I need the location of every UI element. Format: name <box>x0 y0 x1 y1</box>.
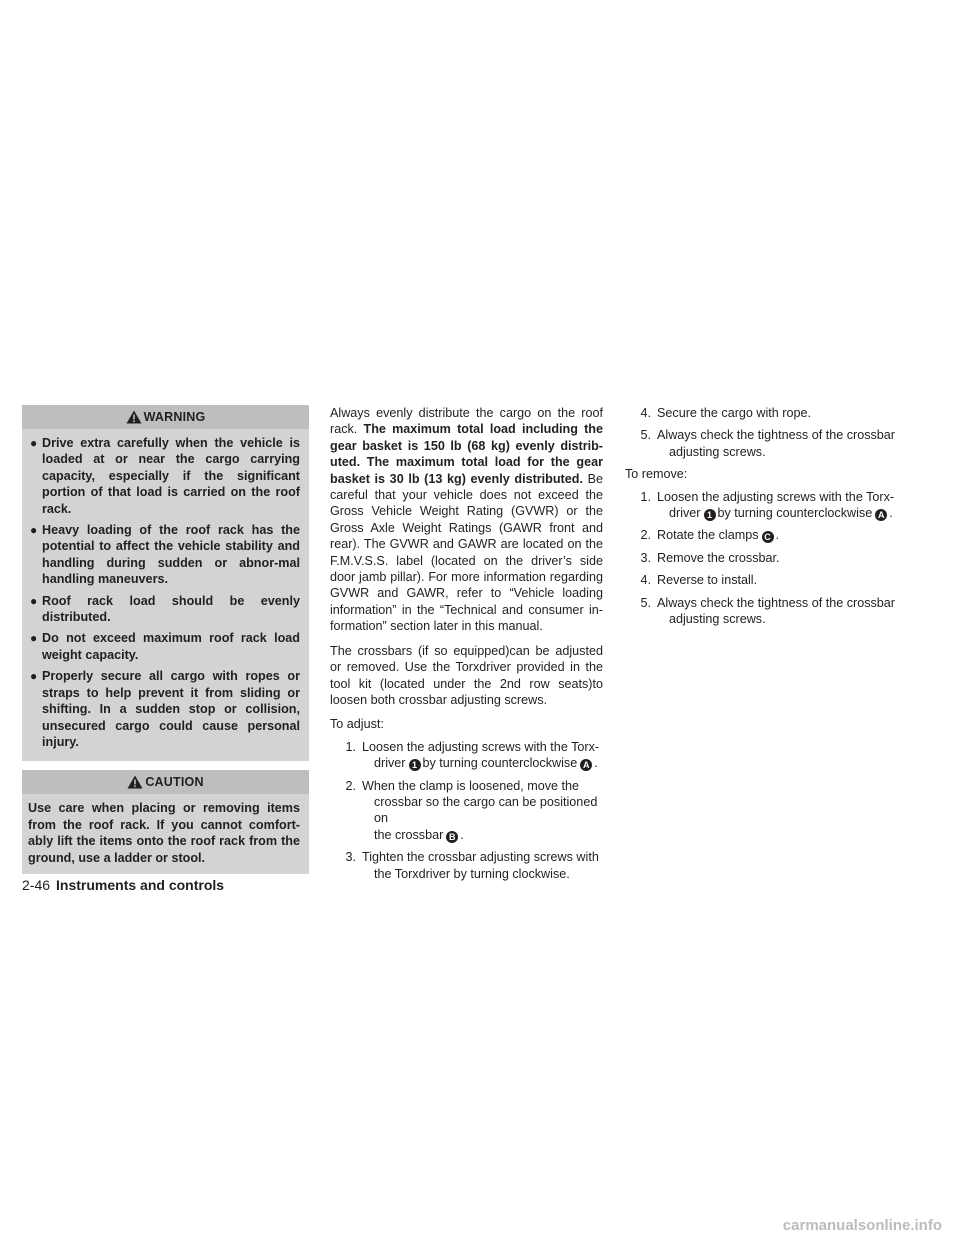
section-title: Instruments and controls <box>56 877 225 893</box>
adjust-label: To adjust: <box>330 717 384 732</box>
adjust-step-2: 2. When the clamp is loosened, move the crossbar so the cargo can be positioned on the crossbar B . <box>345 778 598 842</box>
caution-text: Use care when placing or removing items from the roof rack. If you cannot comfort-ably lift the items onto the roof rack from the ground, use a ladder or stool. <box>28 801 300 865</box>
warning-item: ● Drive extra carefully when the vehicle is loaded at or near the cargo carrying capacity, especially if the significant portion of that load is carried on the roof rack. <box>30 436 300 516</box>
marker-1-icon: 1 <box>704 509 716 521</box>
remove-step-2: 2. Rotate the clamps C . <box>640 528 780 543</box>
middle-column <box>330 405 603 888</box>
caution-icon <box>127 775 143 789</box>
warning-item: ● Roof rack load should be evenly distributed. <box>30 593 300 625</box>
right-column <box>625 405 900 633</box>
caution-title: CAUTION <box>145 775 204 790</box>
adjust-step-1: 1. Loosen the adjusting screws with the Torx- driver 1 by turning counterclockwise A . <box>345 739 600 771</box>
crossbar-paragraph: The crossbars (if so equipped)can be adjusted or removed. Use the Torxdriver provided in the tool kit (located under the 2nd row seats)to loosen both crossbar adjusting screws. <box>330 643 603 707</box>
left-column <box>22 405 309 874</box>
page-footer <box>22 877 224 893</box>
marker-c-icon: C <box>762 531 774 543</box>
warning-item: ● Do not exceed maximum roof rack load weight capacity. <box>30 631 300 662</box>
adjust-step-5: 5. Always check the tightness of the crossbar adjusting screws. <box>640 428 895 459</box>
page-number: 2-46 <box>22 877 51 893</box>
adjust-step-3: 3. Tighten the crossbar adjusting screws with the Torxdriver by turning clockwise. <box>345 850 599 881</box>
warning-header <box>22 405 309 429</box>
marker-1-icon: 1 <box>409 759 421 771</box>
warning-item: ● Properly secure all cargo with ropes or straps to help prevent it from sliding or shifting. In a sudden stop or collision, unsecured cargo could cause personal injury. <box>30 669 300 749</box>
adjust-step-4: 4. Secure the cargo with rope. <box>640 406 812 420</box>
warning-title: WARNING <box>143 410 206 424</box>
warning-body <box>22 429 309 761</box>
watermark: carmanualsonline.info <box>782 1217 942 1234</box>
marker-a-icon: A <box>875 509 887 521</box>
caution-header <box>22 770 309 794</box>
caution-box <box>22 770 309 874</box>
marker-a-icon: A <box>580 759 592 771</box>
remove-step-4: 4. Reverse to install. <box>640 573 758 588</box>
remove-step-5: 5. Always check the tightness of the crossbar adjusting screws. <box>640 595 895 627</box>
remove-step-1: 1. Loosen the adjusting screws with the Torx- driver 1 by turning counterclockwise A . <box>640 489 895 521</box>
warning-box <box>22 405 309 761</box>
warning-item: ● Heavy loading of the roof rack has the potential to affect the vehicle stability and handling during sudden or abnor-mal handling maneuvers. <box>30 523 300 587</box>
remove-step-3: 3. Remove the crossbar. <box>640 550 780 565</box>
warning-icon <box>126 410 142 424</box>
remove-label: To remove: <box>625 467 688 482</box>
load-paragraph: Always evenly distribute the cargo on the roof rack. The maximum total load including the gear basket is 150 lb (68 kg) evenly distrib-uted. The maximum total load for the gear basket is 30 lb (13 kg) evenly distributed. Be careful that your vehicle does not exceed the Gross Vehicle Weight Rating (GVWR) or the Gross Axle Weight Ratings (GAWR front and rear). The GVWR and GAWR are located on the F.M.V.S.S. label (located on the driver’s side door jamb pillar). For more information regarding GVWR and GAWR, refer to “Vehicle loading information” in the “Technical and consumer in-formation” section later in this manual. <box>330 406 603 634</box>
marker-b-icon: B <box>446 831 458 843</box>
